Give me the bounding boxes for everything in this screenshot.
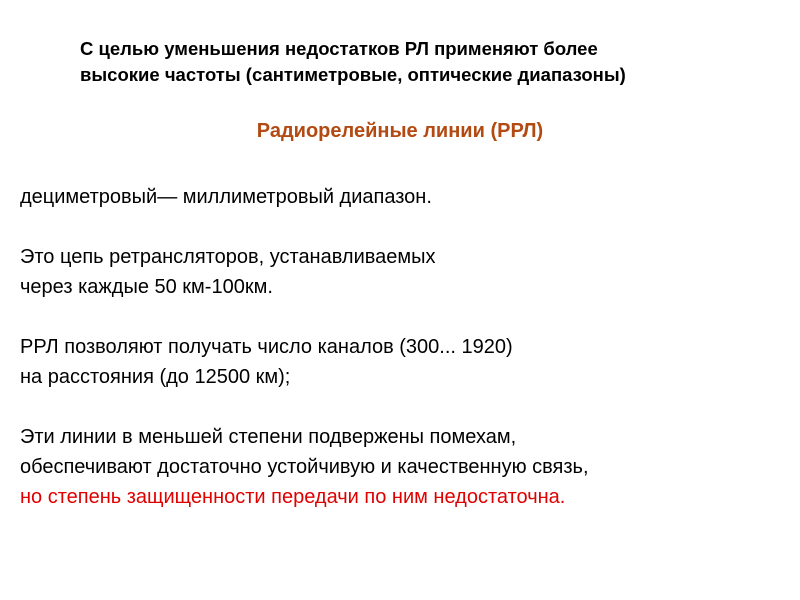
intro-line: С целью уменьшения недостатков РЛ применяют более [80,38,598,59]
chain-line: через каждые 50 км-100км. [20,276,273,298]
body-text [20,182,790,512]
chain-line: Это цепь ретрансляторов, устанавливаемых [20,246,436,268]
noise-line: Эти линии в меньшей степени подвержены помехам, [20,426,517,448]
protection-warning-line: но степень защищенности передачи по ним недостаточна. [20,486,566,508]
channels-line: РРЛ позволяют получать число каналов (300... 1920) [20,336,513,358]
section-heading: Радиорелейные линии (РРЛ) [256,120,544,142]
paragraph-gap [20,392,790,422]
paragraph-gap [20,302,790,332]
paragraph-gap [20,212,790,242]
intro-line: высокие частоты (сантиметровые, оптические диапазоны) [80,64,626,85]
channels-line: на расстояния (до 12500 км); [20,366,291,388]
intro-text [80,36,780,88]
range-line: дециметровый— миллиметровый диапазон. [20,186,432,208]
noise-line: обеспечивают достаточно устойчивую и качественную связь, [20,456,589,478]
